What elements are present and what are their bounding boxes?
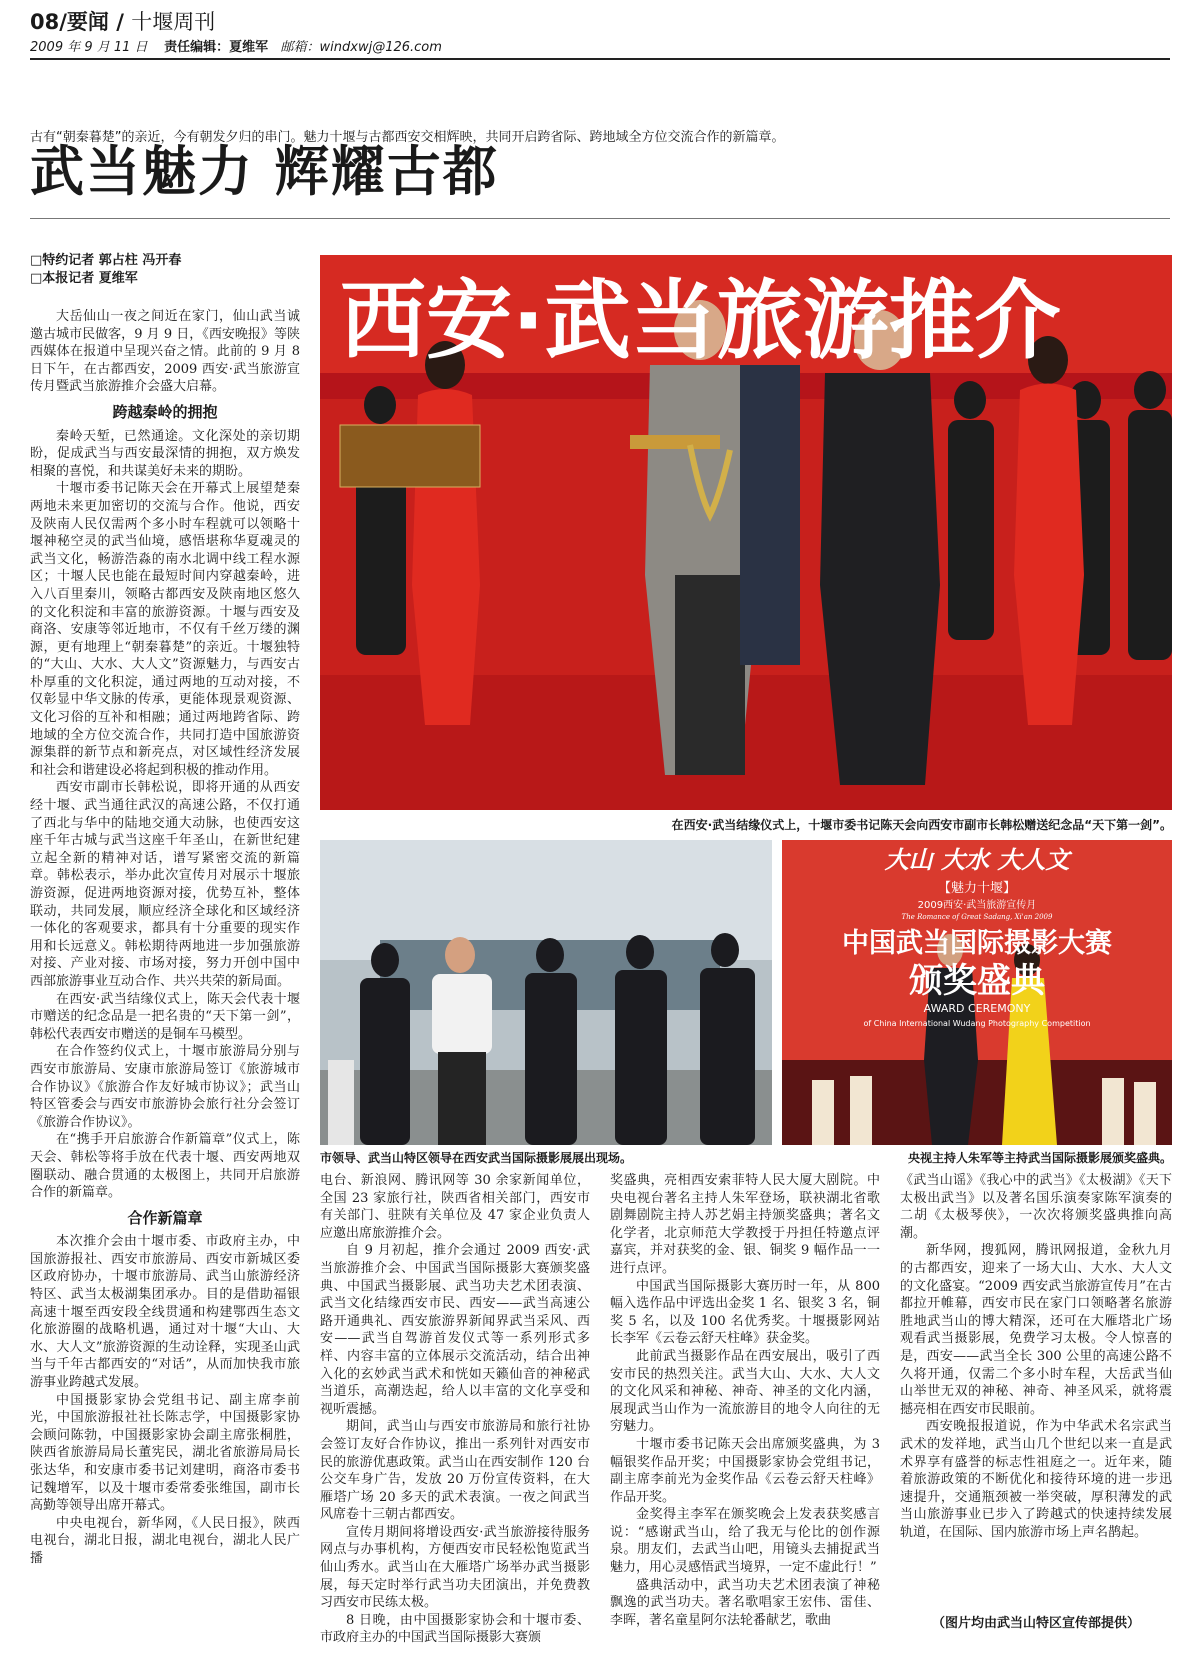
- paragraph: 新华网，搜狐网，腾讯网报道，金秋九月的古都西安，迎来了一场大山、大水、大人文的文化盛宴。“2009 西安武当旅游宣传月”在古都拉开帷幕，西安市民在家门口领略著名旅游胜地武当山的博大精深，还可在大雁塔北广场观看武当摄影展，免费学习太极。令人惊喜的是，西安——武当全长 300 公里的高速公路不久将开通，仅需二个多小时车程，大岳武当仙山举世无双的神秘、神奇、神圣风采，就将震撼亮相在西安市民眼前。: [900, 1243, 1172, 1417]
- paragraph: 本次推介会由十堰市委、市政府主办，中国旅游报社、西安市旅游局、西安市新城区委区政府协办，十堰市旅游局、武当山旅游经济特区、武当太极湖集团承办。目的是借助福银高速十堰至西安段全线贯通和构建鄂西生态文化旅游圈的战略机遇，通过对十堰“大山、大水、大人文”旅游资源的生动诠释，实现圣山武当与千年古都西安的“对话”，从而加快我市旅游事业跨越式发展。: [30, 1234, 300, 1391]
- paragraph: 奖盛典，亮相西安索菲特人民大厦大剧院。中央电视台著名主持人朱军登场，联袂湖北省歌剧舞剧院主持人苏艺娟主持颁奖盛典；著名文化学者，北京师范大学教授于丹担任特邀点评嘉宾，并对获奖的金、银、铜奖 9 幅作品一一进行点评。: [610, 1173, 880, 1276]
- photo-ceremony-caption: 央视主持人朱军等主持武当国际摄影展颁奖盛典。: [907, 1151, 1172, 1165]
- bylines: [30, 252, 300, 288]
- paragraph: 西安市副市长韩松说，即将开通的从西安经十堰、武当通往武汉的高速公路，不仅打通了西北与华中的陆地交通大动脉，也使西安这座千年古城与武当这座千年圣山，在新世纪建立起全新的精神对话，谱写紧密交流的新篇章。韩松表示，举办此次宣传月对展示十堰旅游资源，促进两地资源对接，优势互补，整体联动，共同发展，顺应经济全球化和区域经济一体化的客观要求，都具有十分重要的现实作用和长远意义。韩松期待两地进一步加强旅游对接、产业对接、市场对接，努力开创中国中西部旅游事业互动合作、共兴共荣的新局面。: [30, 780, 300, 989]
- paragraph: 西安晚报报道说，作为中华武术名宗武当武术的发祥地，武当山几个世纪以来一直是武术界享有盛誉的标志性祖庭之一。近年来，随着旅游政策的不断优化和接待环境的进一步迅速提升，交通瓶颈被一举突破，厚积薄发的武当山旅游事业已步入了跨越式的快速持续发展轨道，在国际、国内旅游市场上声名鹊起。: [900, 1419, 1172, 1540]
- section-name: 要闻: [66, 10, 109, 34]
- ceremony-award-en: AWARD CEREMONY: [923, 1002, 1031, 1015]
- paragraph: 在“携手开启旅游合作新篇章”仪式上，陈天会、韩松等将手放在代表十堰、西安两地双圈联动、融合贯通的太极图上，共同开启旅游合作的新篇章。: [30, 1132, 300, 1201]
- ceremony-subtitle: 2009西安·武当旅游宣传月: [917, 900, 1037, 911]
- photo-exhibition-caption: 市领导、武当山特区领导在西安武当国际摄影展展出现场。: [320, 1151, 633, 1165]
- paragraph: 金奖得主李军在颁奖晚会上发表获奖感言说：“感谢武当山，给了我无与伦比的创作源泉。朋友们，去武当山吧，用镜头去捕捉武当魅力，用心灵感悟武当境界，一定不虚此行！”: [610, 1507, 880, 1576]
- paragraph: 《武当山谣》《我心中的武当》《太极湖》《天下太极出武当》以及著名国乐演奏家陈军演奏的二胡《太极琴侠》，一次次将颁奖盛典推向高潮。: [900, 1173, 1172, 1241]
- supplement-name: 十堰周刊: [131, 10, 216, 34]
- paragraph: 盛典活动中，武当功夫艺术团表演了神秘飘逸的武当功夫。著名歌唱家王宏伟、雷佳、李晖，著名童星阿尔法轮番献艺，歌曲: [610, 1577, 880, 1628]
- banner-text: 西安·武当旅游推介: [340, 271, 1061, 371]
- subheading-embrace: 跨越秦岭的拥抱: [112, 402, 218, 421]
- masthead-info: [30, 36, 442, 55]
- main-photo-banner: [340, 271, 1061, 371]
- editor-email: 邮箱：windxwj@126.com: [280, 40, 442, 55]
- photo-main: [320, 255, 1172, 810]
- article-column-3: [610, 1172, 880, 1629]
- issue-date: 2009 年 9 月 11 日: [30, 40, 148, 55]
- masthead-separator: /: [116, 10, 124, 34]
- paragraph: 8 日晚，由中国摄影家协会和十堰市委、市政府主办的中国武当国际摄影大赛颁: [320, 1612, 590, 1646]
- ceremony-title: 中国武当国际摄影大赛: [842, 928, 1112, 959]
- article-column-4: [900, 1172, 1172, 1541]
- article-column-2: [320, 1172, 590, 1647]
- paragraph: 在合作签约仪式上，十堰市旅游局分别与西安市旅游局、安康市旅游局签订《旅游城市合作协议》《旅游合作友好城市协议》；武当山特区管委会与西安市旅游协会旅行社分会签订《旅游合作协议》。: [30, 1044, 300, 1130]
- page-number: 08/: [30, 10, 67, 34]
- photo-credit: （图片均由武当山特区宣传部提供）: [931, 1616, 1140, 1631]
- ceremony-title-2: 颁奖盛典: [909, 961, 1045, 1001]
- paragraph: 秦岭天堑，已然通途。文化深处的亲切期盼，促成武当与西安最深情的拥抱，双方焕发相聚的喜悦，和共谋美好未来的期盼。: [30, 428, 300, 479]
- photo-ceremony-image: [782, 840, 1172, 1145]
- photo-exhibition-image: [320, 840, 772, 1145]
- paragraph: 中国武当国际摄影大赛历时一年，从 800 幅入选作品中评选出金奖 1 名、银奖 3 名，铜奖 5 名，以及 100 名优秀奖。十堰摄影网站长李军《云卷云舒天柱峰》获金奖。: [610, 1278, 880, 1347]
- ceremony-badge: 【魅力十堰】: [937, 881, 1017, 896]
- paragraph: 十堰市委书记陈天会在开幕式上展望楚秦两地未来更加密切的交流与合作。他说，西安及陕南人民仅需两个多小时车程就可以领略十堰神秘空灵的武当仙境，感悟堪称华夏魂灵的武当文化，畅游浩淼的南水北调中线工程水源区；十堰人民也能在最短时间内穿越秦岭，进入八百里秦川，领略古都西安及陕南地区悠久的文化积淀和丰富的旅游资源。十堰与西安及商洛、安康等邻近地市，不仅有千丝万缕的渊源，更有地理上“朝秦暮楚”的亲近。十堰独特的“大山、大水、大人文”资源魅力，与西安古朴厚重的文化积淀，通过两地的互动对接，不仅彰显中华文脉的传承，更能体现景观资源、文化习俗的互补和相融；通过两地跨省际、跨地域的全方位交流合作，共同打造中国旅游资源集群的新节点和新亮点，对区域性经济发展和社会和谐建设必将起到积极的推动作用。: [30, 481, 300, 778]
- editor-credit: 责任编辑：夏维军: [164, 40, 269, 55]
- paragraph: 电台、新浪网、腾讯网等 30 余家新闻单位，全国 23 家旅行社，陕西省相关部门，西安市有关部门、驻陕有关单位及 47 家企业负责人应邀出席旅游推介会。: [320, 1173, 590, 1241]
- paragraph: 期间，武当山与西安市旅游局和旅行社协会签订友好合作协议，推出一系列针对西安市民的旅游优惠政策。武当山在西安制作 120 台公交车身广告，发放 20 万份宣传资料，在大雁塔广场 20 多天的武术表演。一夜之间武当风席卷十三朝古都西安。: [320, 1419, 590, 1523]
- top-rule: [30, 58, 1170, 60]
- photo-exhibition: [320, 840, 772, 1145]
- article-column-1: [30, 308, 300, 1568]
- lead-line: 古有“朝秦暮楚”的亲近，今有朝发夕归的串门。魅力十堰与古都西安交相辉映，共同开启跨省际、跨地域全方位交流合作的新篇章。: [30, 130, 785, 145]
- paragraph: 在西安·武当结缘仪式上，陈天会代表十堰市赠送的纪念品是一把名贵的“天下第一剑”，韩松代表西安市赠送的是铜车马模型。: [30, 991, 300, 1042]
- ceremony-award-en2: of China International Wudang Photography Competition: [863, 1019, 1091, 1028]
- ceremony-tagline: 大山 大水 大人文: [884, 845, 1070, 874]
- byline-special: □特约记者 郭占柱 冯开春: [30, 253, 182, 268]
- photo-main-caption: 在西安·武当结缘仪式上，十堰市委书记陈天会向西安市副市长韩松赠送纪念品“天下第一剑”。: [671, 818, 1172, 832]
- paragraph: 中央电视台，新华网，《人民日报》，陕西电视台，湖北日报，湖北电视台，湖北人民广播: [30, 1515, 300, 1566]
- subheading-new-chapter: 合作新篇章: [127, 1208, 203, 1227]
- paragraph: 十堰市委书记陈天会出席颁奖盛典，为 3 幅银奖作品开奖；中国摄影家协会党组书记，副主席李前光为金奖作品《云卷云舒天柱峰》作品开奖。: [610, 1436, 880, 1505]
- paragraph: 大岳仙山一夜之间近在家门，仙山武当诚邀古城市民做客，9 月 9 日，《西安晚报》等陕西媒体在报道中呈现兴奋之情。此前的 9 月 8 日下午，在古都西安，2009 西安·武当旅游宣传月暨武当旅游推介会盛大启幕。: [30, 309, 300, 395]
- paragraph: 自 9 月初起，推介会通过 2009 西安·武当旅游推介会、中国武当国际摄影大赛颁奖盛典、中国武当摄影展、武当功夫艺术团表演、武当文化结缘西安市民、西安——武当高速公路开通典礼、西安旅游界新闻界武当采风、西安——武当自驾游首发仪式等一系列形式多样、内容丰富的立体展示交流活动，结合出神入化的玄妙武当武术和恍如天籁仙音的神秘武当道乐，高潮迭起，给人以丰富的文化享受和视听震撼。: [320, 1243, 590, 1417]
- masthead-page: [30, 6, 215, 36]
- paragraph: 此前武当摄影作品在西安展出，吸引了西安市民的热烈关注。武当大山、大水、大人文的文化风采和神秘、神奇、神圣的文化内涵，展现武当山作为一流旅游目的地令人向往的无穷魅力。: [610, 1348, 880, 1435]
- paragraph: 中国摄影家协会党组书记、副主席李前光，中国旅游报社社长陈志学，中国摄影家协会顾问陈勃，中国摄影家协会副主席张桐胜，陕西省旅游局局长董宪民，湖北省旅游局局长张达华，和安康市委书记刘建明，商洛市委书记魏增军，以及十堰市委常委张维国，副市长高勤等领导出席开幕式。: [30, 1392, 300, 1514]
- headline-rule: [30, 218, 1170, 219]
- headline: 武当魅力 辉耀古都: [30, 139, 499, 203]
- byline-staff: □本报记者 夏维军: [30, 271, 138, 286]
- photo-ceremony: [782, 840, 1172, 1145]
- ceremony-english: The Romance of Great Sadang, Xi'an 2009: [901, 913, 1053, 921]
- paragraph: 宣传月期间将增设西安·武当旅游接待服务网点与办事机构，方便西安市民轻松饱览武当仙山秀水。武当山在大雁塔广场举办武当摄影展，每天定时举行武当功夫团演出，并免费教习西安市民练太极。: [320, 1524, 590, 1611]
- photo-main-image: [320, 255, 1172, 810]
